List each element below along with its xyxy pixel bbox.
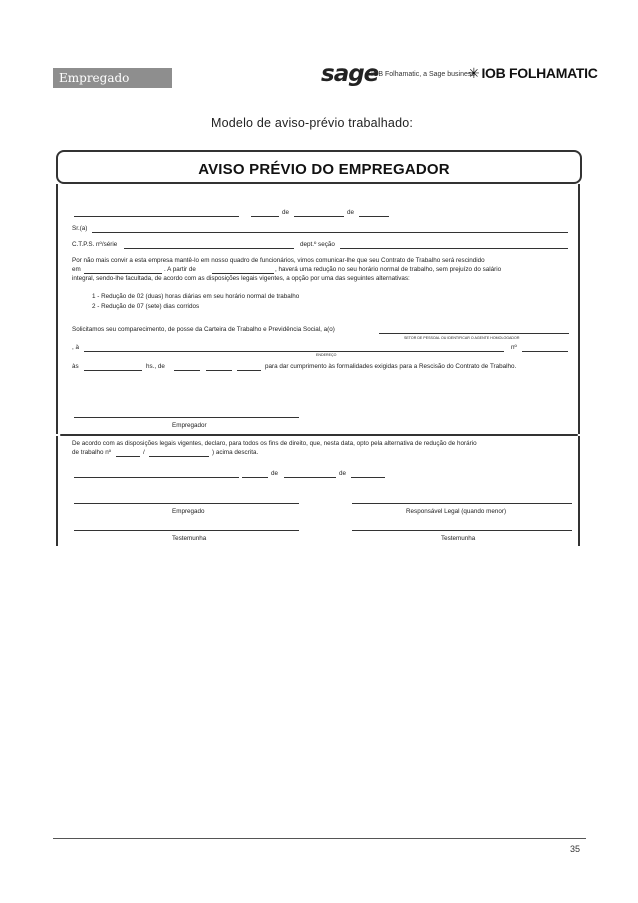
option-1: 1 - Redução de 02 (duas) horas diárias em seu horário normal de trabalho — [92, 293, 300, 300]
as-label: às — [72, 363, 79, 370]
partir-line — [212, 273, 274, 274]
dia-line — [174, 370, 200, 371]
setor-caption: SETOR DE PESSOAL OU IDENTIFICAR O AGENTE HOMOLOGADOR — [404, 336, 520, 340]
aviso-previo-form — [54, 146, 584, 546]
month-line-2 — [284, 477, 336, 478]
testemunha1-caption: Testemunha — [172, 535, 207, 542]
empregado-signature-line — [74, 503, 299, 504]
month-line — [294, 216, 344, 217]
testemunha2-signature-line — [352, 530, 572, 531]
ctps-line — [124, 248, 294, 249]
section-divider — [60, 434, 578, 436]
form-title: AVISO PRÉVIO DO EMPREGADOR — [198, 161, 450, 178]
paragraph-line-2c: , haverá uma redução no seu horário normal de trabalho, sem prejuízo do salário — [275, 266, 502, 273]
responsavel-caption: Responsável Legal (quando menor) — [406, 508, 507, 515]
ctps-label: C.T.P.S. nº/série — [72, 241, 118, 248]
footer-rule — [53, 838, 586, 839]
de-label-3: de — [271, 470, 279, 477]
sage-logo: sage — [321, 61, 379, 87]
section-tag: Empregado Doméstico — [53, 68, 172, 88]
setor-line — [379, 333, 569, 334]
day-line-2 — [242, 477, 268, 478]
sr-label: Sr.(a) — [72, 225, 88, 232]
hora-line — [84, 370, 142, 371]
endereco-caption: ENDEREÇO — [316, 353, 337, 357]
opcao-line-2 — [149, 456, 209, 457]
responsavel-signature-line — [352, 503, 572, 504]
acordo-line-2b: / — [143, 449, 145, 456]
sage-logo-subtitle: IOB Folhamatic, a Sage business — [371, 71, 475, 78]
em-line — [84, 273, 162, 274]
ano-line — [237, 370, 261, 371]
year-line-2 — [351, 477, 385, 478]
hs-label: hs., de — [146, 363, 165, 370]
de-label-2: de — [347, 209, 355, 216]
city-line — [74, 216, 239, 217]
city-line-2 — [74, 477, 239, 478]
year-line — [359, 216, 389, 217]
de-label-4: de — [339, 470, 347, 477]
opcao-line — [116, 456, 140, 457]
dept-line — [340, 248, 568, 249]
star-icon: ✳ — [468, 65, 480, 81]
iob-logo-text: IOB FOLHAMATIC — [481, 65, 598, 81]
cumprimento-text: para dar cumprimento às formalidades exigidas para a Rescisão do Contrato de Trabalho. — [265, 363, 517, 370]
numero-line — [522, 351, 568, 352]
page-subtitle: Modelo de aviso-prévio trabalhado: — [211, 116, 414, 130]
sr-line — [92, 232, 568, 233]
acordo-line-2c: ) acima descrita. — [212, 449, 259, 456]
acordo-line-1: De acordo com as disposições legais vigentes, declaro, para todos os fins de direito, que, nesta data, opto pela alternativa de redução de horário — [72, 440, 477, 447]
acordo-line-2a: de trabalho nº — [72, 449, 112, 456]
form-title-box — [56, 150, 582, 184]
paragraph-line-3: integral, sendo-lhe facultada, de acordo com as disposições legais vigentes, a opção por uma das seguintes alternativas: — [72, 275, 410, 282]
empregador-caption: Empregador — [172, 422, 207, 429]
section2-right-border — [578, 436, 580, 546]
endereco-line — [84, 351, 504, 352]
section2-left-border — [56, 436, 58, 546]
solicitamos-text: Solicitamos seu comparecimento, de posse da Carteira de Trabalho e Previdência Social, a(o) — [72, 326, 335, 333]
testemunha2-caption: Testemunha — [441, 535, 476, 542]
option-2: 2 - Redução de 07 (sete) dias corridos — [92, 303, 200, 310]
a-label: , à — [72, 344, 80, 351]
form-right-border — [578, 184, 580, 434]
paragraph-line-1: Por não mais convir a esta empresa mantê-lo em nosso quadro de funcionários, vimos comunicar-lhe que seu Contrato de Trabalho será rescindido — [72, 257, 485, 264]
testemunha1-signature-line — [74, 530, 299, 531]
de-label-1: de — [282, 209, 290, 216]
page-number: 35 — [570, 844, 581, 854]
iob-folhamatic-logo — [468, 65, 598, 82]
empregador-signature-line — [74, 417, 299, 418]
form-left-border — [56, 184, 58, 434]
empregado-caption: Empregado — [172, 508, 205, 515]
paragraph-line-2b: . A partir de — [164, 266, 196, 273]
paragraph-line-2a: em — [72, 266, 81, 273]
dept-label: dept.º seção — [300, 241, 335, 248]
numero-label: nº — [511, 344, 517, 351]
day-line — [251, 216, 279, 217]
mes-line — [206, 370, 232, 371]
